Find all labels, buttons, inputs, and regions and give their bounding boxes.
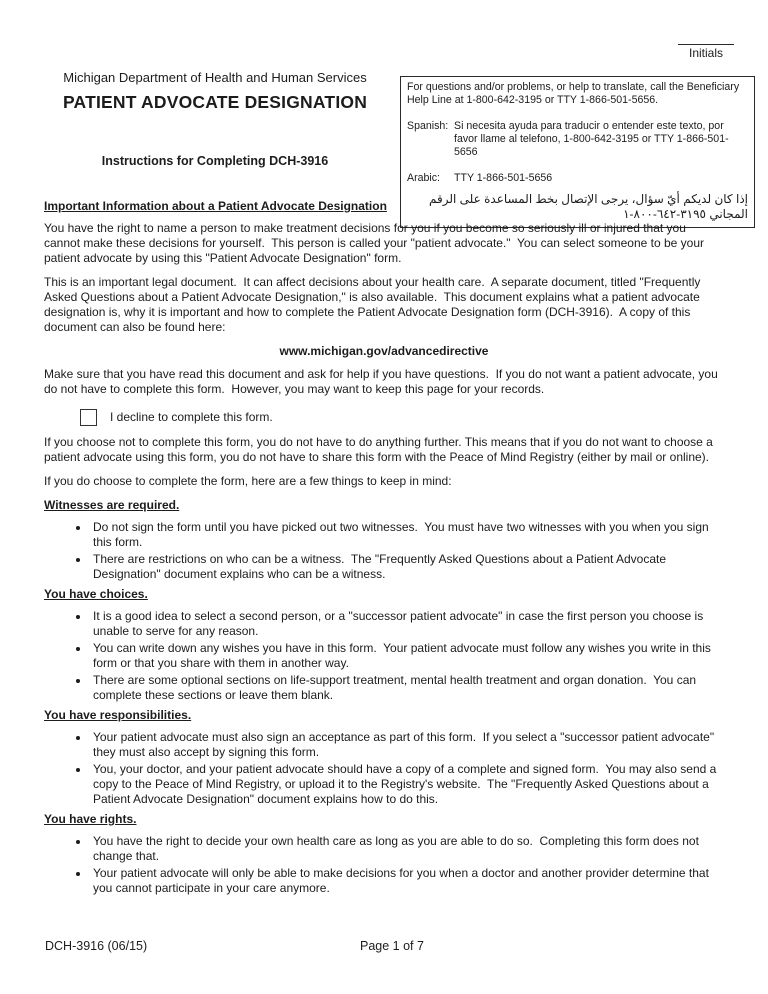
initials-field[interactable] <box>678 44 734 60</box>
witnesses-bullet-list <box>44 520 724 582</box>
document-header <box>45 70 385 168</box>
document-title: PATIENT ADVOCATE DESIGNATION <box>62 92 368 112</box>
help-line-arabic-row <box>407 172 748 185</box>
list-item: • Your patient advocate must also sign an acceptance as part of this form. If you select a "successor patient advocate" they must also accept by signing this form. <box>90 730 724 760</box>
initials-line[interactable] <box>678 44 734 45</box>
list-item: • You have the right to decide your own health care as long as you are able to do so. Completing this form does not change that. <box>90 834 724 864</box>
list-item: • There are restrictions on who can be a witness. The "Frequently Asked Questions about a Patient Advocate Designation" document explains who can be a witness. <box>90 552 724 582</box>
paragraph-legal-document: This is an important legal document. It can affect decisions about your health care. A separate document, titled "Frequently Asked Questions about a Patient Advocate Designation," is also available. This document explains what a patient advocate designation is, why it is important and how to complete the Patient Advocate Designation form (DCH-3916). A copy of this document can also be found here: <box>44 275 704 334</box>
help-line-spanish-row <box>407 120 748 159</box>
help-line-english-text: For questions and/or problems, or help to translate, call the Beneficiary Help Line at 1-800-642-3195 or TTY 1-866-501-5656. <box>407 81 740 106</box>
choices-bullet-list <box>44 609 724 703</box>
decline-checkbox-label: I decline to complete this form. <box>110 410 273 424</box>
list-item: • You, your doctor, and your patient advocate should have a copy of a complete and signed form. You may also send a copy to the Peace of Mind Registry, or upload it to the Registry's website. The "Frequently Asked Questions about a Patient Advocate Designation" document explains how to do this. <box>90 762 724 807</box>
initials-label: Initials <box>688 46 723 60</box>
section-heading-important-information: Important Information about a Patient Advocate Designation <box>44 199 387 213</box>
responsibilities-bullet-list <box>44 730 724 807</box>
instructions-subtitle: Instructions for Completing DCH-3916 <box>101 154 329 168</box>
list-item: • Your patient advocate will only be able to make decisions for you when a doctor and another provider determine that you cannot participate in your care anymore. <box>90 866 724 896</box>
list-item: • You can write down any wishes you have in this form. Your patient advocate must follow any wishes you write in this form or that you share with them in another way. <box>90 641 724 671</box>
paragraph-make-sure: Make sure that you have read this document and ask for help if you have questions. If you do not want a patient advocate, you do not have to complete this form. However, you may want to keep this page for your records. <box>44 367 722 396</box>
advance-directive-url[interactable]: www.michigan.gov/advancedirective <box>279 344 489 358</box>
decline-row <box>80 409 724 426</box>
paragraph-right-to-name: You have the right to name a person to make treatment decisions for you if you become so seriously ill or injured that you cannot make these decisions for yourself. This person is called your "patient advocate." You can select someone to be your patient advocate by using this "Patient Advocate Designation" form. <box>44 221 708 265</box>
arabic-tty-number: TTY 1-866-501-5656 <box>454 172 553 184</box>
list-item: • There are some optional sections on life-support treatment, mental health treatment and organ donation. You can complete these sections or leave them blank. <box>90 673 724 703</box>
arabic-text: إذا كان لديكم أيّ سؤال، يرجى الإتصال بخط المساعدة على الرقم المجاني ٣١٩٥-٦٤٢-٨٠٠-١ <box>428 192 748 221</box>
spanish-text: Si necesita ayuda para traducir o entender este texto, por favor llame al telefono, 1-800-642-3195 or TTY 1-866-501-5656 <box>454 120 729 158</box>
section-heading-rights: You have rights. <box>44 812 137 826</box>
paragraph-choose-not-to-complete: If you choose not to complete this form, you do not have to do anything further. This means that if you do not want to choose a patient advocate using this form, you do not have to share this form with the Peace of Mind Registry (either by mail or online). <box>44 435 717 464</box>
arabic-label: Arabic: <box>407 172 440 184</box>
section-heading-responsibilities: You have responsibilities. <box>44 708 192 722</box>
list-item: • Do not sign the form until you have picked out two witnesses. You must have two witnesses with you when you sign this form. <box>90 520 724 550</box>
instructions-body <box>44 199 724 901</box>
spanish-label: Spanish: <box>407 120 449 132</box>
paragraph-keep-in-mind: If you do choose to complete the form, here are a few things to keep in mind: <box>44 474 452 488</box>
footer-page-number: Page 1 of 7 <box>360 939 424 953</box>
section-heading-witnesses: Witnesses are required. <box>44 498 180 512</box>
rights-bullet-list <box>44 834 724 896</box>
list-item: • It is a good idea to select a second person, or a "successor patient advocate" in case the first person you choose is unable to serve for any reason. <box>90 609 724 639</box>
section-heading-choices: You have choices. <box>44 587 148 601</box>
agency-name: Michigan Department of Health and Human Services <box>63 70 367 85</box>
decline-checkbox[interactable] <box>80 409 97 426</box>
footer-form-number: DCH-3916 (06/15) <box>45 939 148 953</box>
